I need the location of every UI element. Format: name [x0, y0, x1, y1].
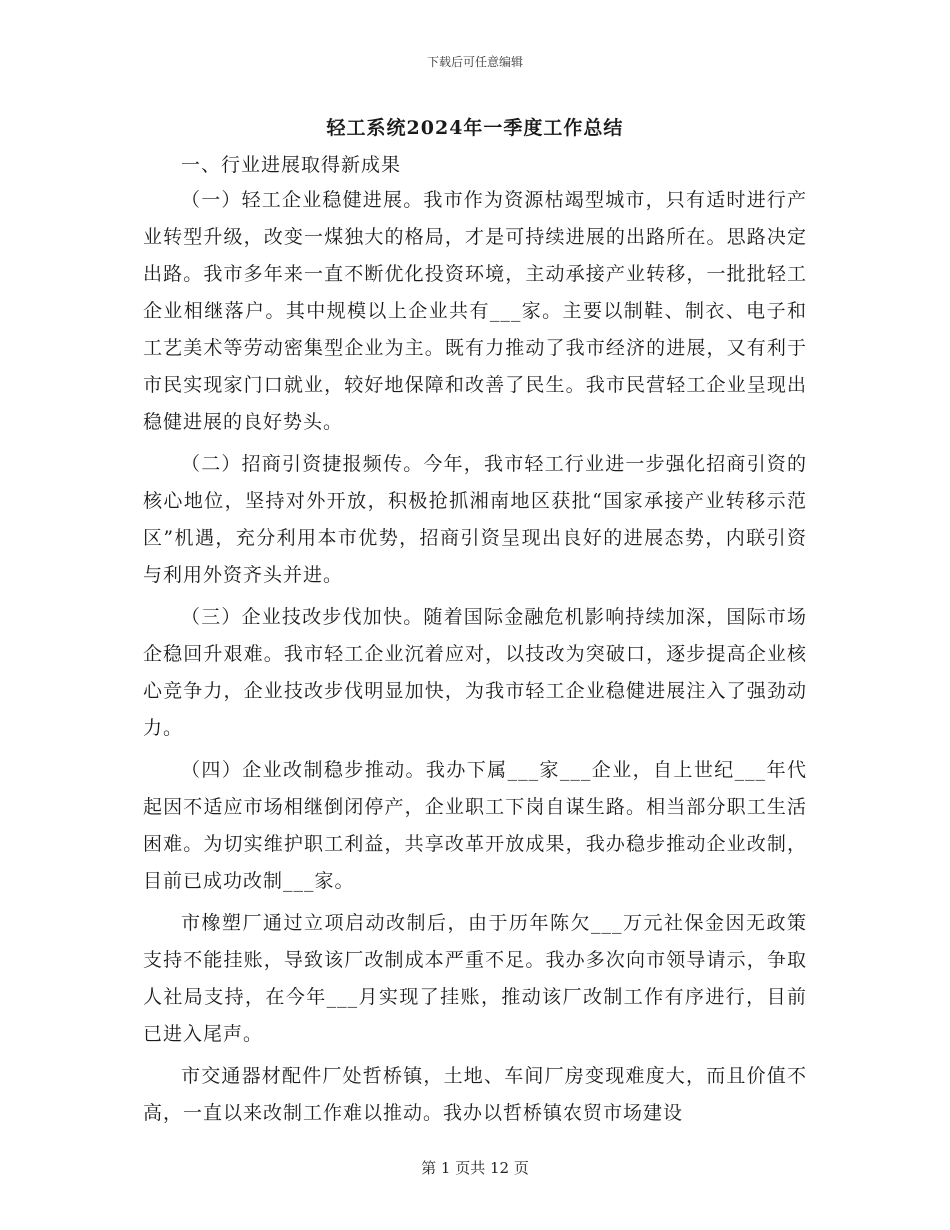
- document-body: [143, 108, 807, 1137]
- section-heading: 一、行业进展取得新成果: [181, 154, 402, 176]
- paragraph-rubber-plastic-factory: 市橡塑厂通过立项启动改制后，由于历年陈欠___万元社保金因无政策支持不能挂账，导致该厂改制成本严重不足。我办多次向市领导请示，争取人社局支持，在今年___月实现了挂账，推动该厂改制工作有序进行，目前已进入尾声。: [143, 912, 807, 1045]
- paragraph-investment-attraction: （二）招商引资捷报频传。今年，我市轻工行业进一步强化招商引资的核心地位，坚持对外开放，积极抢抓湘南地区获批“国家承接产业转移示范区”机遇，充分利用本市优势，招商引资呈现出良好的进展态势，内联引资与利用外资齐头并进。: [143, 453, 807, 586]
- paragraph-tech-upgrade: （三）企业技改步伐加快。随着国际金融危机影响持续加深，国际市场企稳回升艰难。我市轻工企业沉着应对，以技改为突破口，逐步提高企业核心竞争力，企业技改步伐明显加快，为我市轻工企业稳健进展注入了强劲动力。: [143, 606, 807, 739]
- paragraph-enterprise-development: （一）轻工企业稳健进展。我市作为资源枯竭型城市，只有适时进行产业转型升级，改变一煤独大的格局，才是可持续进展的出路所在。思路决定出路。我市多年来一直不断优化投资环境，主动承接产业转移，一批批轻工企业相继落户。其中规模以上企业共有___家。主要以制鞋、制衣、电子和工艺美术等劳动密集型企业为主。既有力推动了我市经济的进展，又有利于市民实现家门口就业，较好地保障和改善了民生。我市民营轻工企业呈现出稳健进展的良好势头。: [143, 189, 807, 433]
- paragraph-traffic-equipment-factory: 市交通器材配件厂处哲桥镇，土地、车间厂房变现难度大，而且价值不高，一直以来改制工作难以推动。我办以哲桥镇农贸市场建设: [143, 1065, 807, 1124]
- document-title: 轻工系统2024年一季度工作总结: [326, 117, 624, 139]
- paragraph-enterprise-reform: （四）企业改制稳步推动。我办下属___家___企业，自上世纪___年代起因不适应市场相继倒闭停产，企业职工下岗自谋生路。相当部分职工生活困难。为切实维护职工利益，共享改革开放成果，我办稳步推动企业改制，目前已成功改制___家。: [143, 759, 807, 892]
- page-footer: 第 1 页共 12 页: [421, 1159, 529, 1177]
- header-note: 下载后可任意编辑: [426, 55, 523, 69]
